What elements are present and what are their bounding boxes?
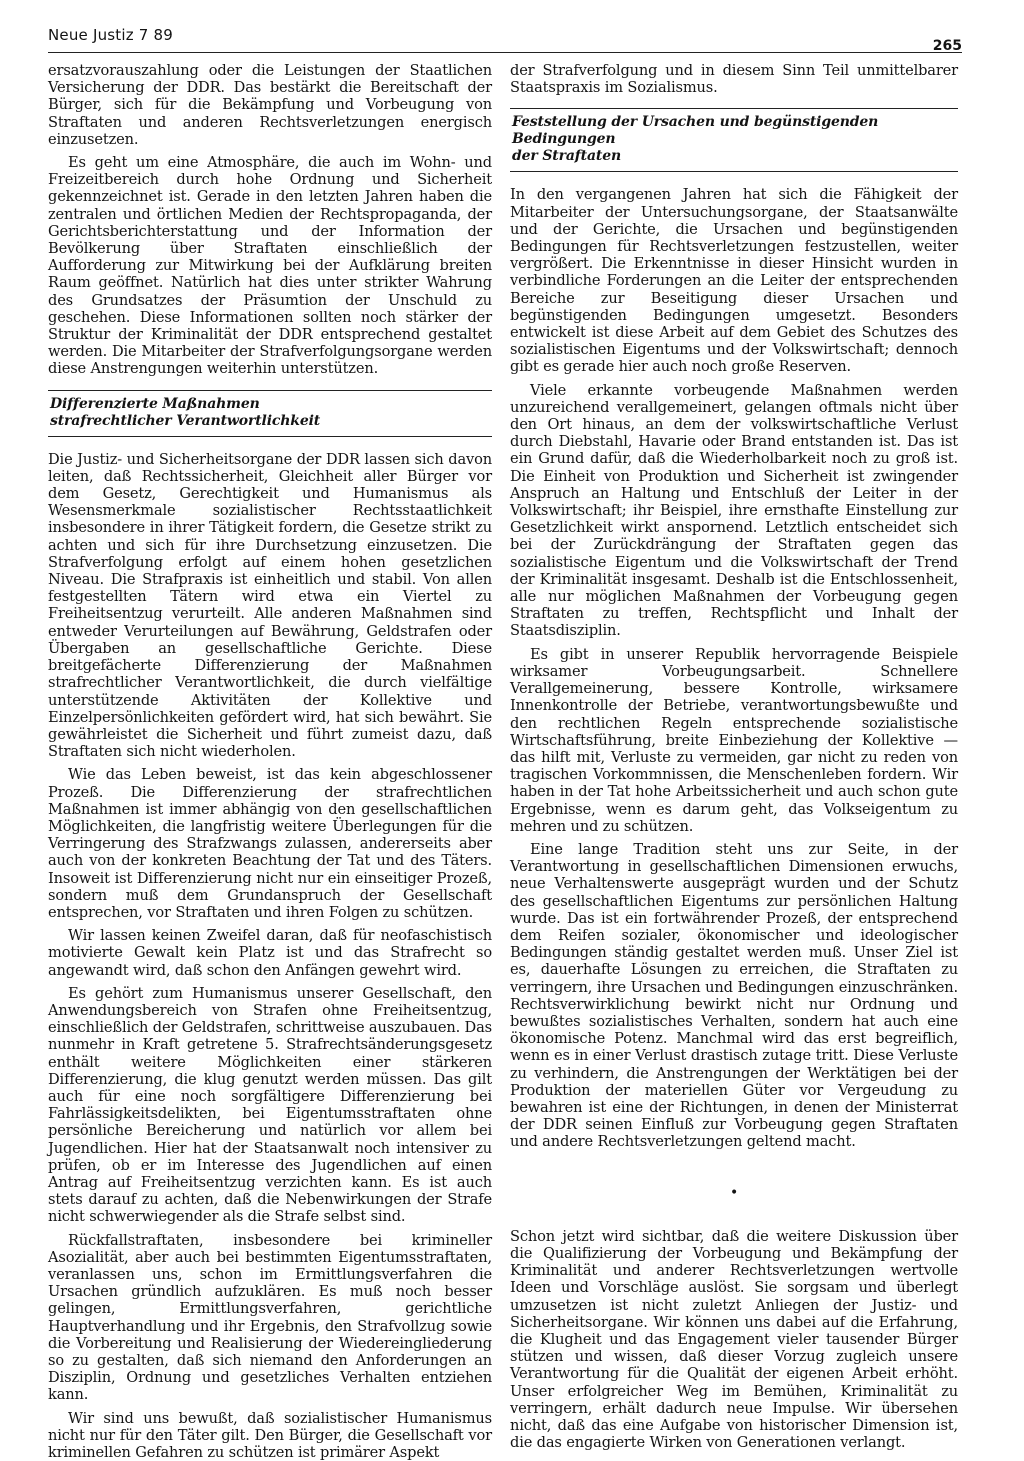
paragraph: ersatzvorauszahlung oder die Leistungen der Staatlichen Versicherung der DDR. Das bestärkt die Bereitschaft der Bürger, sich für die Bekämpfung und Vorbeugung von Straftaten und anderen Rechtsverletzungen energisch einzusetzen. xyxy=(48,62,492,148)
section-heading xyxy=(48,390,492,437)
section-heading xyxy=(510,108,958,172)
paragraph: Rückfallstraftaten, insbesondere bei krimineller Asozialität, aber auch bei bestimmten Eigentumsstraftaten, veranlassen uns, schon im Ermittlungsverfahren die Ursachen gründlich aufzuklären. Es muß noch besser gelingen, Ermittlungsverfahren, gerichtliche Hauptverhandlung und ihr Ergebnis, den Strafvollzug sowie die Vorbereitung und Realisierung der Wiedereingliederung so zu gestalten, daß sich niemand den Anforderungen an Disziplin, Ordnung und gesetzliches Verhalten entziehen kann. xyxy=(48,1231,492,1404)
paragraph: Es gibt in unserer Republik hervorragende Beispiele wirksamer Vorbeugungsarbeit. Schnellere Verallgemeinerung, bessere Kontrolle, wirksamere Innenkontrolle der Betriebe, verantwortungsbewußte und den rechtlichen Regeln entsprechende sozialistische Wirtschaftsführung, breite Einbeziehung der Kollektive — das hilft mit, Verluste zu vermeiden, gar nicht zu reden von tragischen Vorkommnissen, die Menschenleben fordern. Wir haben in der Tat hohe Arbeitssicherheit und auch schon gute Ergebnisse, wenn es darum geht, das Volkseigentum zu mehren und zu schützen. xyxy=(510,645,958,835)
section-heading-line: Feststellung der Ursachen und begünstigenden Bedingungen xyxy=(512,114,879,148)
paragraph: Wir lassen keinen Zweifel daran, daß für neofaschistisch motivierte Gewalt kein Platz ist und das Strafrecht so angewandt wird, daß schon den Anfängen gewehrt wird. xyxy=(48,927,492,979)
section-heading-line: Differenzierte Maßnahmen xyxy=(50,395,260,412)
paragraph: der Strafverfolgung und in diesem Sinn Teil unmittelbarer Staatspraxis im Sozialismus. xyxy=(510,62,958,97)
paragraph: Es geht um eine Atmosphäre, die auch im Wohn- und Freizeitbereich durch hohe Ordnung und Sicherheit gekennzeichnet ist. Gerade in den letzten Jahren haben die zentralen und örtlichen Medien der Rechtspropaganda, der Gerichtsberichterstattung und der Information der Bevölkerung über Straftaten einschließlich der Aufforderung zur Mitwirkung bei der Aufklärung breiten Raum geöffnet. Natürlich hat dies unter strikter Wahrung des Grundsatzes der Präsumtion der Unschuld zu geschehen. Diese Informationen sollten noch stärker der Struktur der Kriminalität der DDR entsprechend gestaltet werden. Die Mitarbeiter der Strafverfolgungsorgane werden diese Anstrengungen weiterhin unterstützen. xyxy=(48,154,492,378)
section-separator: • xyxy=(729,1184,739,1201)
paragraph: Schon jetzt wird sichtbar, daß die weitere Diskussion über die Qualifizierung der Vorbeugung und Bekämpfung der Kriminalität und anderer Rechtsverletzungen wertvolle Ideen und Vorschläge auslöst. Sie sorgsam und überlegt umzusetzen ist nicht zuletzt Anliegen der Justiz- und Sicherheitsorgane. Wir können uns dabei auf die Erfahrung, die Klugheit und das Engagement vieler tausender Bürger stützen und wissen, daß dieser Vorzug zugleich unsere Verantwortung für die Qualität der eigenen Arbeit erhöht. Unser erfolgreicher Weg im Bemühen, Kriminalität zu verringern, erhält dadurch neue Impulse. Wir übersehen nicht, daß das eine Aufgabe von historischer Dimension ist, die das engagierte Wirken von Generationen verlangt. xyxy=(510,1227,958,1452)
left-column xyxy=(48,62,492,1461)
paragraph: Wir sind uns bewußt, daß sozialistischer Humanismus nicht nur für den Täter gilt. Den Bürger, die Gesellschaft vor kriminellen Gefahren zu schützen ist primärer Aspekt xyxy=(48,1409,492,1461)
page-number: 265 xyxy=(932,38,962,54)
paragraph: Viele erkannte vorbeugende Maßnahmen werden unzureichend verallgemeinert, gelangen oftmals nicht über den Ort hinaus, an dem der volkswirtschaftliche Verlust durch Diebstahl, Havarie oder Brand entstanden ist. Das ist ein Grund dafür, daß die Wiederholbarkeit noch zu groß ist. Die Einheit von Produktion und Sicherheit ist zwingender Anspruch an Haltung und Entschluß der Leiter in der Volkswirtschaft; ihr Beispiel, ihre ernsthafte Einstellung zur Gesetzlichkeit wirkt anspornend. Letztlich entscheidet sich bei der Zurückdrängung der Straftaten gegen das sozialistische Eigentum und die Volkswirtschaft der Trend der Kriminalität insgesamt. Deshalb ist die Entschlossenheit, alle nur möglichen Maßnahmen der Vorbeugung gegen Straftaten zu treffen, Rechtspflicht und Inhalt der Staatsdisziplin. xyxy=(510,381,958,640)
paragraph: Es gehört zum Humanismus unserer Gesellschaft, den Anwendungsbereich von Strafen ohne Freiheitsentzug, einschließlich der Geldstrafen, schrittweise auszubauen. Das nunmehr in Kraft getretene 5. Strafrechtsänderungsgesetz enthält weitere Möglichkeiten einer stärkeren Differenzierung, die klug genutzt werden müssen. Das gilt auch für eine noch sorgfältigere Differenzierung bei Fahrlässigkeitsdelikten, bei Eigentumsstraftaten ohne persönliche Bereicherung und natürlich vor allem bei Jugendlichen. Hier hat der Staatsanwalt noch intensiver zu prüfen, ob er im Interesse des Jugendlichen auf einen Antrag auf Freiheitsentzug verzichten kann. Es ist auch stets darauf zu achten, daß die Nebenwirkungen der Strafe nicht schwerwiegender als die Strafe selbst sind. xyxy=(48,984,492,1226)
paragraph: Wie das Leben beweist, ist das kein abgeschlossener Prozeß. Die Differenzierung der strafrechtlichen Maßnahmen ist immer abhängig von den gesellschaftlichen Möglichkeiten, die langfristig weitere Überlegungen für die Verringerung des Strafzwangs zulassen, andererseits aber auch von der konkreten Beachtung der Tat und des Täters. Insoweit ist Differenzierung nicht nur ein einseitiger Prozeß, sondern muß dem Grundanspruch der Gesellschaft entsprechen, vor Straftaten und ihren Folgen zu schützen. xyxy=(48,766,492,921)
paragraph: In den vergangenen Jahren hat sich die Fähigkeit der Mitarbeiter der Untersuchungsorgane, der Staatsanwälte und der Gerichte, die Ursachen und begünstigenden Bedingungen für Rechtsverletzungen festzustellen, weiter vergrößert. Die Erkenntnisse in dieser Hinsicht wurden in verbindliche Forderungen an die Leiter der entsprechenden Bereiche zur Beseitigung dieser Ursachen und begünstigenden Bedingungen umgesetzt. Besonders entwickelt ist diese Arbeit auf dem Gebiet des Schutzes des sozialistischen Eigentums und der Volkswirtschaft; dennoch gibt es gerade hier auch noch große Reserven. xyxy=(510,186,958,376)
paragraph: Eine lange Tradition steht uns zur Seite, in der Verantwortung in gesellschaftlichen Dimensionen erwuchs, neue Verhaltenswerte ausgeprägt wurden und der Schutz des gesellschaftlichen Eigentums zur persönlichen Haltung wurde. Das ist ein fortwährender Prozeß, der entsprechend dem Reifen sozialer, ökonomischer und ideologischer Bedingungen ständig gestaltet werden muß. Unser Ziel ist es, dauerhafte Lösungen zu erreichen, die Straftaten zu verringern, ihre Ursachen und Bedingungen einzuschränken. Rechtsverwirklichung bewirkt nicht nur Ordnung und bewußtes sozialistisches Verhalten, sondern hat auch eine ökonomische Potenz. Manchmal wird das erst begreiflich, wenn es in einer Verlust drastisch zutage tritt. Diese Verluste zu verhindern, die Anstrengungen der Werktätigen bei der Produktion der materiellen Güter vor Vergeudung zu bewahren ist eine der Richtungen, in denen der Ministerrat der DDR seinen Einfluß zur Vorbeugung gegen Straftaten und andere Rechtsverletzungen geltend macht. xyxy=(510,840,958,1151)
right-column xyxy=(510,62,958,1451)
section-heading-line: strafrechtlicher Verantwortlichkeit xyxy=(50,412,321,429)
page-header xyxy=(48,22,962,53)
journal-issue: Neue Justiz 7 89 xyxy=(48,26,173,44)
section-heading-line: der Straftaten xyxy=(512,148,621,165)
paragraph: Die Justiz- und Sicherheitsorgane der DDR lassen sich davon leiten, daß Rechtssicherheit, Gleichheit aller Bürger vor dem Gesetz, Gerechtigkeit und Humanismus als Wesensmerkmale sozialistischer Rechtsstaatlichkeit insbesondere in ihrer Tätigkeit fordern, die Gesetze strikt zu achten und sich für ihre Durchsetzung einzusetzen. Die Strafverfolgung erfolgt auf einem hohen gesetzlichen Niveau. Die Strafpraxis ist einheitlich und stabil. Von allen festgestellten Tätern wird etwa ein Viertel zu Freiheitsentzug verurteilt. Alle anderen Maßnahmen sind entweder Verurteilungen auf Bewährung, Geldstrafen oder Übergaben an gesellschaftliche Gerichte. Diese breitgefächerte Differenzierung der Maßnahmen strafrechtlicher Verantwortlichkeit, die durch vielfältige unterstützende Aktivitäten der Kollektive und Einzelpersönlichkeiten gefördert wird, hat sich bewährt. Sie gewährleistet die Sicherheit und führt zumeist dazu, daß Straftaten sich nicht wiederholen. xyxy=(48,450,492,761)
